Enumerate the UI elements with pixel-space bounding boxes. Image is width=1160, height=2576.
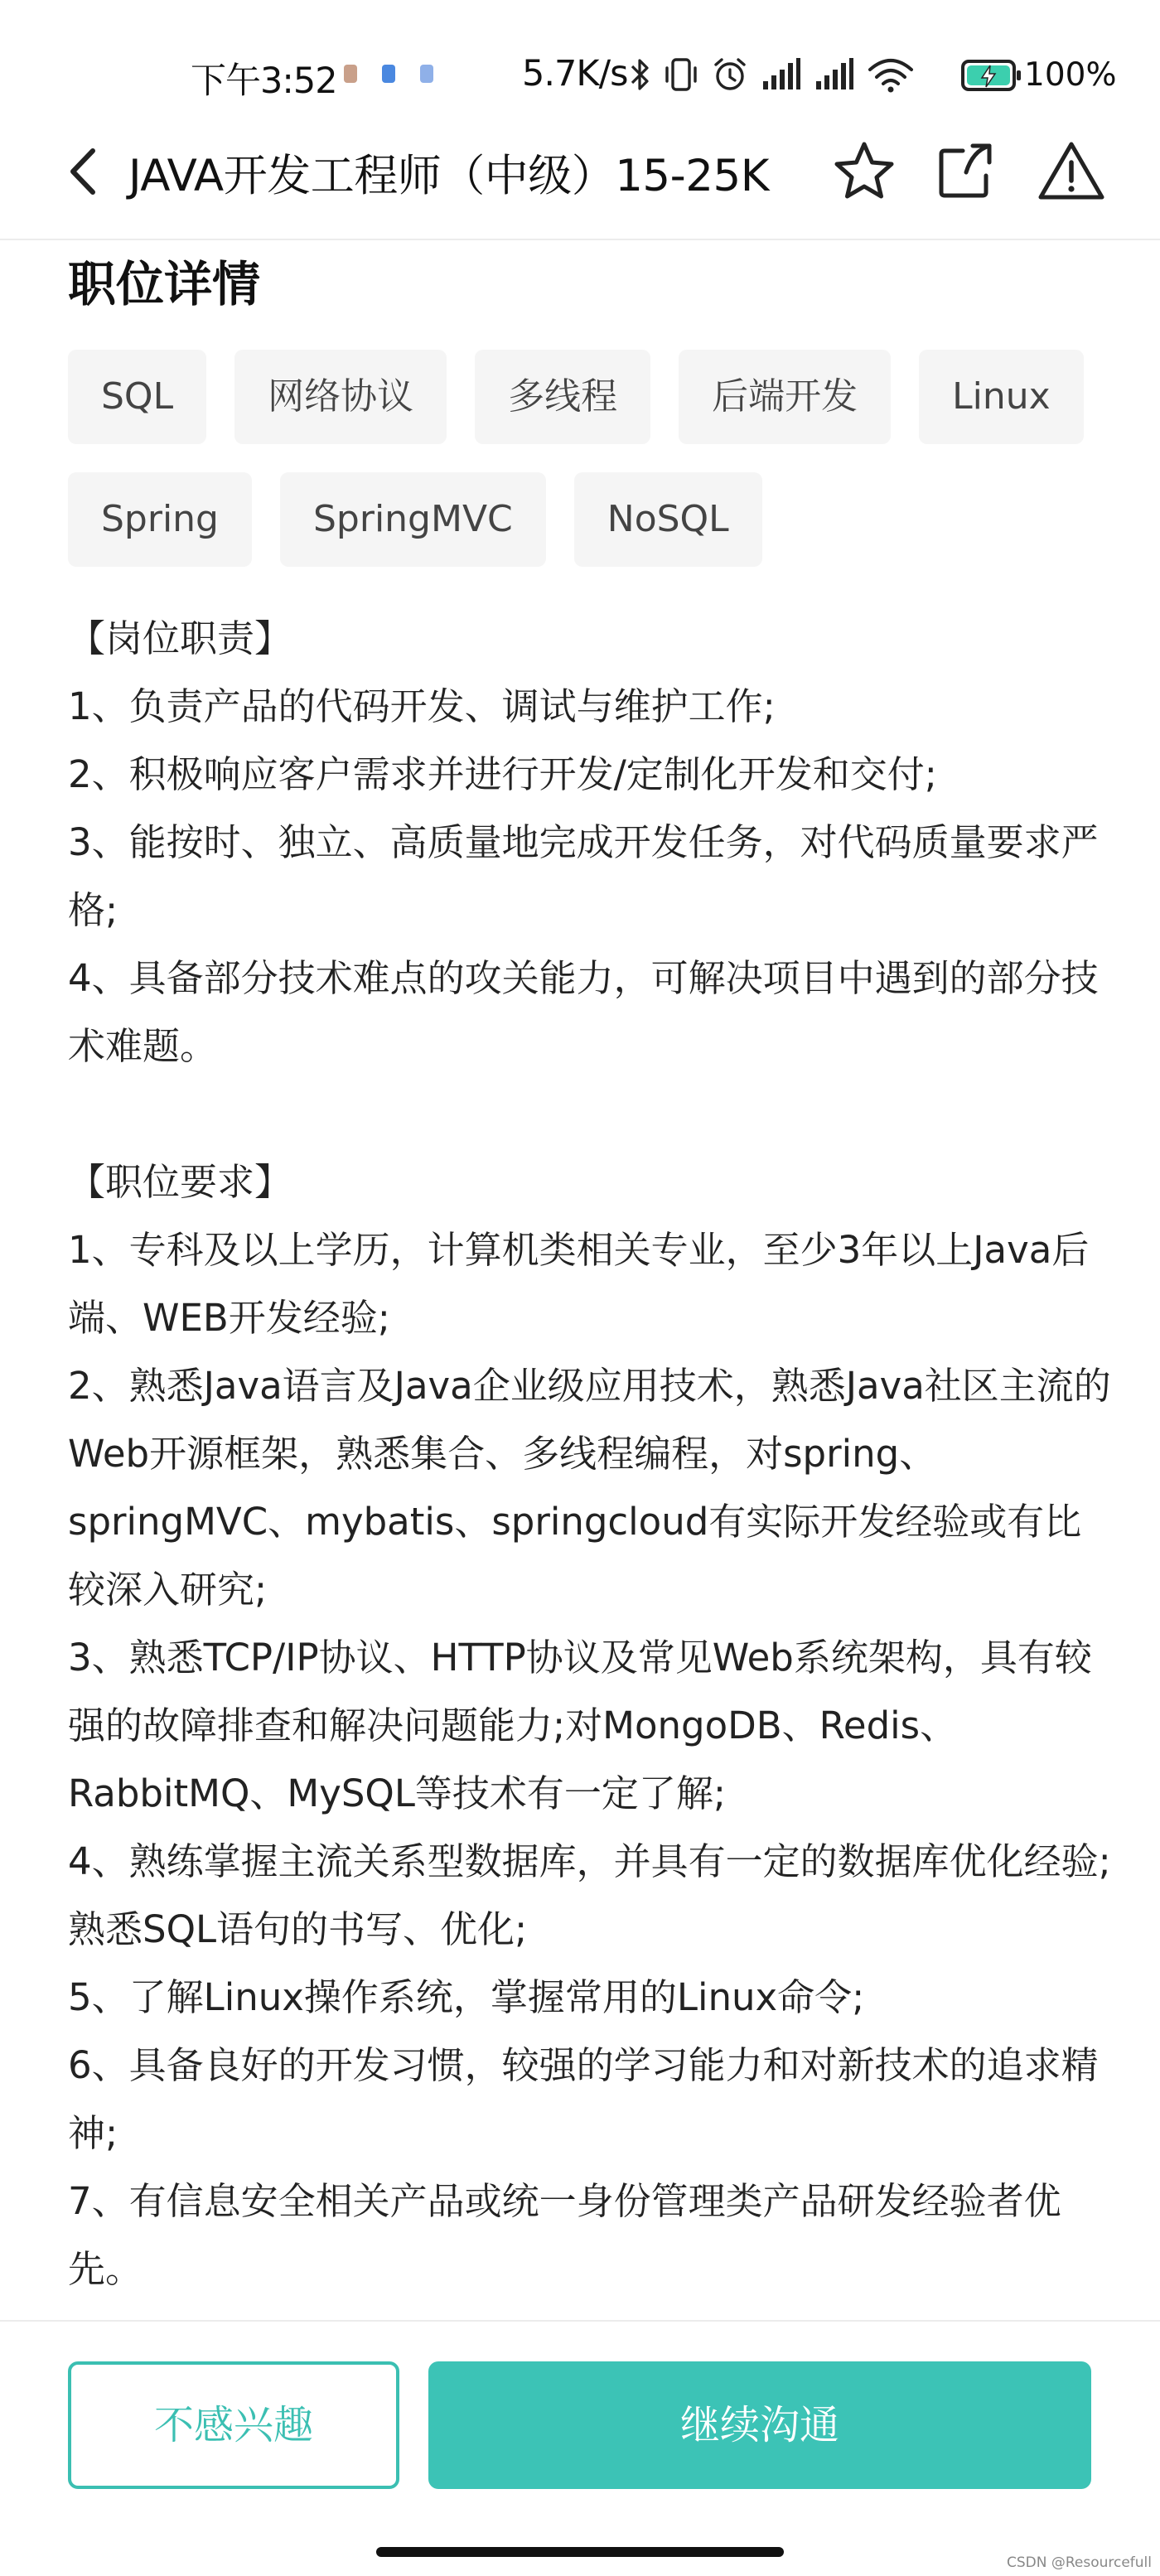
requirements-heading: 【职位要求】 — [68, 1160, 292, 1204]
home-indicator[interactable] — [376, 2547, 784, 2557]
description-spacer — [68, 1080, 1112, 1148]
skill-tag: 后端开发 — [679, 350, 891, 444]
notification-icon — [382, 65, 395, 83]
notification-icon — [344, 65, 357, 83]
description-line: 2、熟悉Java语言及Java企业级应用技术，熟悉Java社区主流的Web开源框架，熟悉集合、多线程编程，对spring、springMVC、mybatis、springcloud有实际开发经验或有比较深入研究; — [68, 1364, 1111, 1612]
description-line: 6、具备良好的开发习惯，较强的学习能力和对新技术的追求精神; — [68, 2043, 1099, 2155]
skill-tag: 多线程 — [475, 350, 650, 444]
share-icon[interactable] — [930, 136, 1001, 207]
notification-icon — [420, 65, 433, 83]
skill-tag: Linux — [919, 350, 1084, 444]
battery-percent: 100% — [1024, 56, 1117, 94]
description-line: 4、熟练掌握主流关系型数据库，并具有一定的数据库优化经验;熟悉SQL语句的书写、优化; — [68, 1839, 1111, 1951]
vibrate-icon — [663, 55, 699, 94]
footer-divider — [0, 2320, 1160, 2322]
continue-chat-button[interactable]: 继续沟通 — [428, 2361, 1091, 2489]
alarm-icon — [711, 55, 749, 94]
description-line: 3、熟悉TCP/IP协议、HTTP协议及常见Web系统架构，具有较强的故障排查和解决问题能力;对MongoDB、Redis、RabbitMQ、MySQL等技术有一定了解; — [68, 1636, 1092, 1815]
status-time: 下午3:52 — [191, 60, 337, 102]
description-line: 5、了解Linux操作系统，掌握常用的Linux命令; — [68, 1975, 865, 2019]
notification-icons — [344, 65, 433, 83]
not-interested-button[interactable]: 不感兴趣 — [68, 2361, 399, 2489]
skill-tag: 网络协议 — [234, 350, 447, 444]
nav-divider — [0, 239, 1160, 240]
description-line: 2、积极响应客户需求并进行开发/定制化开发和交付; — [68, 752, 937, 796]
nav-bar — [0, 124, 1160, 240]
back-icon[interactable] — [60, 143, 109, 201]
watermark: CSDN @Resourcefull — [1006, 2554, 1152, 2571]
skill-tags — [68, 350, 1112, 567]
skill-tag: NoSQL — [574, 472, 762, 567]
skill-tag: Spring — [68, 472, 252, 567]
description-line: 1、负责产品的代码开发、调试与维护工作; — [68, 684, 776, 728]
wifi-icon — [867, 55, 915, 94]
bluetooth-icon — [630, 55, 651, 94]
signal-icon — [761, 55, 802, 94]
report-icon[interactable] — [1036, 136, 1107, 207]
description-line: 3、能按时、独立、高质量地完成开发任务，对代码质量要求严格; — [68, 820, 1099, 932]
section-title: 职位详情 — [68, 256, 261, 312]
battery-charging-icon — [961, 60, 1016, 91]
description-line: 7、有信息安全相关产品或统一身份管理类产品研发经验者优先。 — [68, 2179, 1061, 2291]
skill-tag: SpringMVC — [280, 472, 546, 567]
status-icons — [630, 55, 915, 94]
network-speed: 5.7K/s — [522, 53, 628, 94]
skill-tag: SQL — [68, 350, 206, 444]
charging-bolt-icon — [978, 65, 999, 88]
job-title: JAVA开发工程师（中级）15-25K — [128, 151, 769, 201]
description-line: 4、具备部分技术难点的攻关能力，可解决项目中遇到的部分技术难题。 — [68, 956, 1099, 1068]
job-description — [68, 605, 1112, 2303]
responsibilities-heading: 【岗位职责】 — [68, 616, 292, 660]
star-icon[interactable] — [829, 136, 900, 207]
signal-icon — [814, 55, 855, 94]
description-line: 1、专科及以上学历，计算机类相关专业，至少3年以上Java后端、WEB开发经验; — [68, 1228, 1090, 1340]
